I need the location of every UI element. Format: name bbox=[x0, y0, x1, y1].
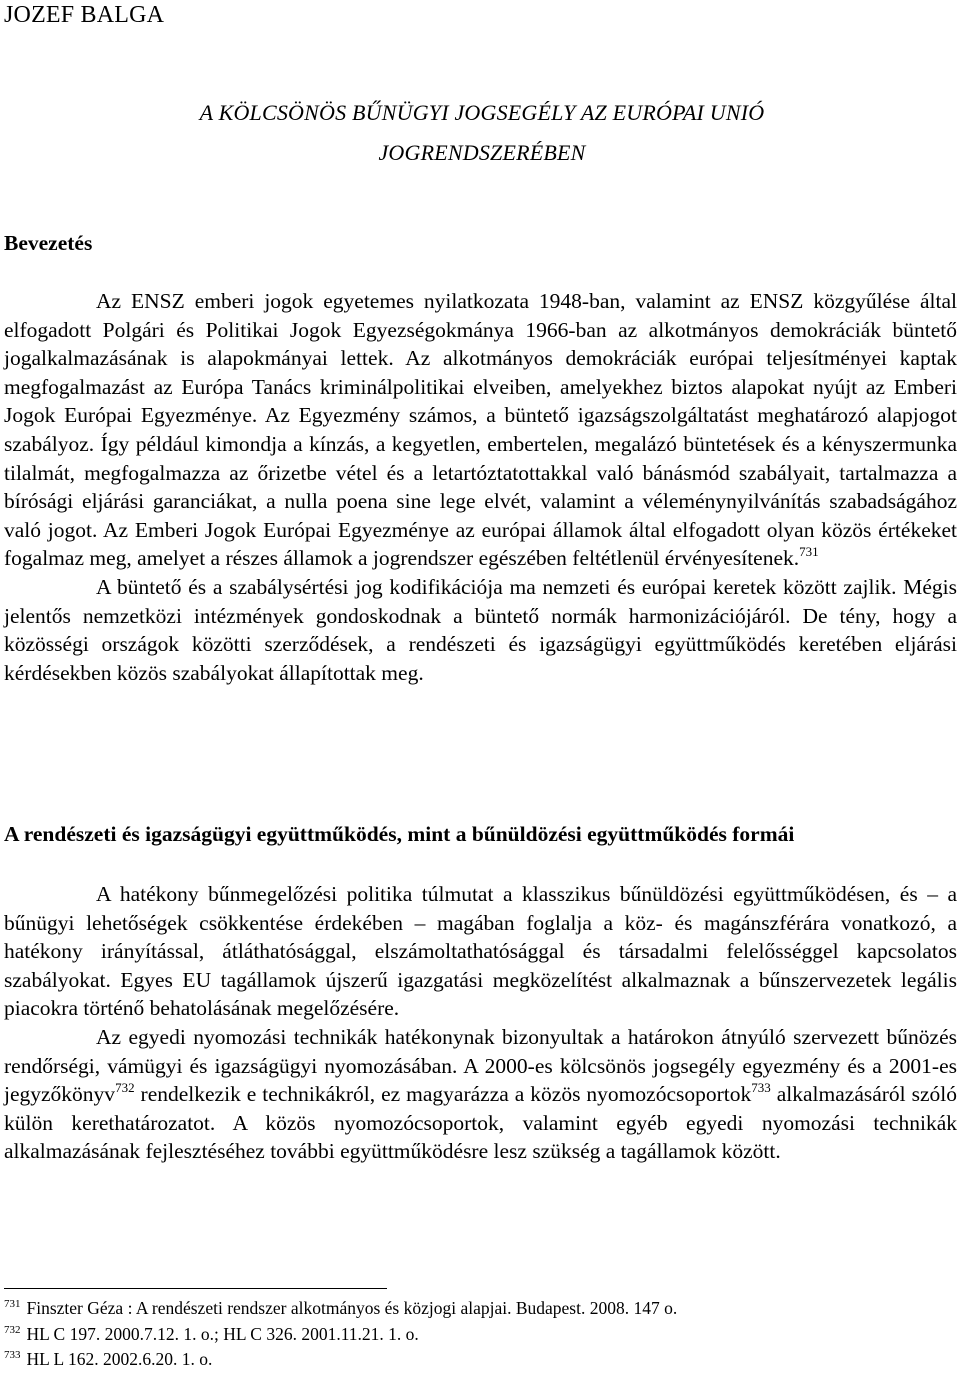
footnote-text: HL C 197. 2000.7.12. 1. o.; HL C 326. 2001.11.21. 1. o. bbox=[26, 1323, 419, 1344]
footnote-number: 732 bbox=[4, 1323, 21, 1336]
footnote-number: 731 bbox=[4, 1298, 21, 1310]
paragraph-text: A büntető és a szabálysértési jog kodifikációja ma nemzeti és európai keretek között zajlik. Mégis jelentős nemzetközi intézmények gondoskodnak a büntető normák harmonizációjáról. De tény, hogy a közösségi országok közötti szerződések, a rendészeti és igazságügyi együttműködés keretében eljárási kérdésekben közös szabályokat állapítottak meg. bbox=[4, 574, 957, 685]
paragraph-text: Az ENSZ emberi jogok egyetemes nyilatkozata 1948-ban, valamint az ENSZ közgyűlése által elfogadott Polgári és Politikai Jogok Egyezségokmánya 1966-ban az alkotmányos demokráciák büntető jogalkalmazásának is alapokmányai lettek. Az alkotmányos demokráciák európai teljesítményei kaptak megfogalmazást az Európa Tanács kriminálpolitikai elveiben, amelyekhez biztos alapokat nyújt az Emberi Jogok Európai Egyezménye. Az Egyezmény számos, a büntető igazságszolgáltatást meghatározó alapjogot szabályoz. Így például kimondja a kínzás, a kegyetlen, embertelen, megalázó büntetések és a kényszermunka tilalmát, megfogalmazza az őrizetbe vétel és a letartóztatottakkal való bánásmód szabályait, tartalmazza a bírósági eljárási garanciákat, a nulla poena sine lege elvét, valamint a véleménynyilvánítás szabadságához való jogot. Az Emberi Jogok Európai Egyezménye az európai államok által elfogadott olyan közös értékeket fogalmaz meg, amelyet a részes államok a jogrendszer egészében feltétlenül érvényesítenek. bbox=[4, 289, 957, 571]
paragraph-text: rendelkezik e technikákról, ez magyarázza a közös nyomozócsoportok bbox=[134, 1082, 752, 1107]
section-heading-introduction: Bevezetés bbox=[4, 231, 93, 255]
paragraph bbox=[4, 287, 957, 573]
section-heading-cooperation-forms: A rendészeti és igazságügyi együttműködés, mint a bűnüldözési együttműködés formái bbox=[4, 822, 795, 846]
article-title-line-1: A KÖLCSÖNÖS BŰNÜGYI JOGSEGÉLY AZ EURÓPAI UNIÓ bbox=[199, 100, 765, 125]
footnote bbox=[4, 1322, 944, 1348]
footnote-number: 733 bbox=[4, 1349, 21, 1361]
footnote-marker[interactable]: 732 bbox=[115, 1080, 135, 1096]
footnote bbox=[4, 1347, 944, 1373]
footnote-text: Finszter Géza : A rendészeti rendszer alkotmányos és közjogi alapjai. Budapest. 2008. 147 o. bbox=[26, 1298, 678, 1318]
article-title-line-2: JOGRENDSZERÉBEN bbox=[378, 140, 586, 165]
paragraph bbox=[4, 880, 957, 1023]
section-body-introduction bbox=[4, 287, 957, 687]
footnote-marker[interactable]: 731 bbox=[799, 544, 819, 560]
footnotes bbox=[4, 1296, 944, 1373]
author-name: JOZEF BALGA bbox=[4, 2, 165, 28]
section-body-cooperation-forms bbox=[4, 880, 957, 1166]
paragraph-text: Az egyedi nyomozási technikák hatékonynak bizonyultak a határokon átnyúló szervezett bűnözés rendőrségi, vámügyi és igazságügyi nyomozásában. A 2000-es kölcsönös jogsegély egyezmény és a 2001-es jegyzőkönyv bbox=[4, 1024, 957, 1107]
footnote-separator bbox=[4, 1288, 387, 1289]
footnote-marker[interactable]: 733 bbox=[751, 1080, 771, 1096]
footnote-text: HL L 162. 2002.6.20. 1. o. bbox=[26, 1349, 213, 1369]
paragraph-text: A hatékony bűnmegelőzési politika túlmutat a klasszikus bűnüldözési együttműködésen, és – a bűnügyi lehetőségek csökkentése érdekében – magában foglalja a köz- és magánszférára vonatkozó, a hatékony irányítással, átláthatósággal, elszámoltathatósággal és társadalmi felelősséggel kapcsolatos szabályokat. Egyes EU tagállamok újszerű igazgatási megközelítést alkalmaznak a bűnszervezetek legális piacokra történő behatolásának megelőzésére. bbox=[4, 882, 957, 1021]
footnote bbox=[4, 1296, 944, 1322]
paragraph bbox=[4, 573, 957, 687]
paragraph-text: alkalmazásáról szóló külön kerethatározatot. A közös nyomozócsoportok, valamint egyéb egyedi nyomozási technikák alkalmazásának fejlesztéséhez további együttműködésre lesz szükség a tagállamok között. bbox=[4, 1082, 958, 1164]
paragraph bbox=[4, 1023, 957, 1166]
